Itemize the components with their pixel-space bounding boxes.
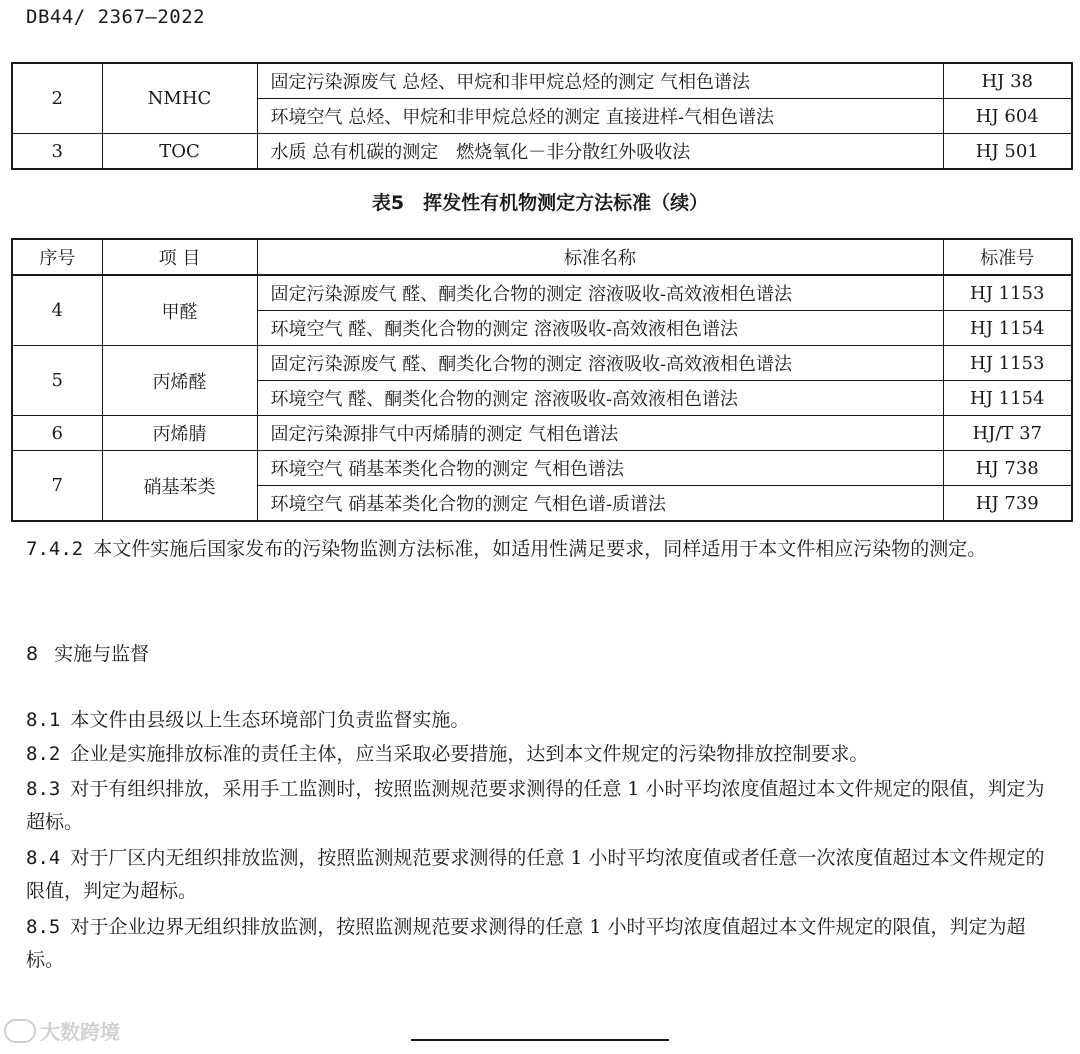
- standard-name: 固定污染源废气 醛、酮类化合物的测定 溶液吸收-高效液相色谱法: [257, 275, 943, 311]
- row-number: 2: [12, 63, 102, 134]
- standard-code: HJ 604: [943, 99, 1072, 134]
- clause-number: 8.5: [26, 916, 61, 938]
- standard-code: HJ 501: [943, 134, 1072, 170]
- standard-code: HJ 1153: [943, 346, 1072, 381]
- row-item: 甲醛: [102, 275, 257, 346]
- clause-8-4: [26, 842, 1061, 908]
- section-number: 8: [26, 643, 39, 665]
- row-number: 5: [12, 346, 102, 416]
- standard-name: 环境空气 硝基苯类化合物的测定 气相色谱-质谱法: [257, 486, 943, 522]
- standard-code: HJ 38: [943, 63, 1072, 99]
- standard-name: 固定污染源废气 醛、酮类化合物的测定 溶液吸收-高效液相色谱法: [257, 346, 943, 381]
- header-code: 标准号: [943, 239, 1072, 275]
- clause-text: 本文件由县级以上生态环境部门负责监督实施。: [70, 709, 470, 731]
- clause-number: 8.4: [26, 847, 61, 869]
- header-no: 序号: [12, 239, 102, 275]
- standard-name: 环境空气 醛、酮类化合物的测定 溶液吸收-高效液相色谱法: [257, 381, 943, 416]
- row-number: 7: [12, 451, 102, 522]
- header-item: 项 目: [102, 239, 257, 275]
- clause-number: 7.4.2: [26, 538, 84, 560]
- standard-code: HJ 739: [943, 486, 1072, 522]
- clause-text: 企业是实施排放标准的责任主体，应当采取必要措施，达到本文件规定的污染物排放控制要求。: [70, 743, 869, 765]
- row-number: 3: [12, 134, 102, 170]
- standard-name: 水质 总有机碳的测定 燃烧氧化－非分散红外吸收法: [257, 134, 943, 170]
- clause-8-2: [26, 738, 1061, 771]
- row-item: 丙烯腈: [102, 416, 257, 451]
- clause-text: 对于厂区内无组织排放监测，按照监测规范要求测得的任意 1 小时平均浓度值或者任意一次浓度值超过本文件规定的限值，判定为超标。: [26, 847, 1045, 902]
- header-name: 标准名称: [257, 239, 943, 275]
- section-title: 实施与监督: [54, 643, 150, 665]
- table-row: [12, 346, 1072, 381]
- row-item: 硝基苯类: [102, 451, 257, 522]
- document-id: DB44/ 2367—2022: [26, 6, 206, 28]
- table-row: [12, 416, 1072, 451]
- clause-text: 对于有组织排放，采用手工监测时，按照监测规范要求测得的任意 1 小时平均浓度值超过本文件规定的限值，判定为超标。: [26, 778, 1045, 833]
- table-caption: 表5 挥发性有机物测定方法标准（续）: [371, 192, 709, 214]
- clause-7-4-2: [26, 533, 1061, 566]
- standard-code: HJ 1154: [943, 381, 1072, 416]
- footer-rule: [411, 1039, 669, 1041]
- standard-code: HJ 1154: [943, 311, 1072, 346]
- clause-number: 8.3: [26, 778, 61, 800]
- standard-code: HJ 1153: [943, 275, 1072, 311]
- clause-number: 8.2: [26, 743, 61, 765]
- clause-number: 8.1: [26, 709, 61, 731]
- standard-name: 环境空气 醛、酮类化合物的测定 溶液吸收-高效液相色谱法: [257, 311, 943, 346]
- section-heading: [26, 639, 149, 666]
- standard-name: 环境空气 总烃、甲烷和非甲烷总烃的测定 直接进样-气相色谱法: [257, 99, 943, 134]
- standard-name: 环境空气 硝基苯类化合物的测定 气相色谱法: [257, 451, 943, 486]
- standard-code: HJ 738: [943, 451, 1072, 486]
- clause-8-5: [26, 911, 1061, 977]
- clause-8-1: [26, 704, 1061, 737]
- clause-text: 本文件实施后国家发布的污染物监测方法标准，如适用性满足要求，同样适用于本文件相应污染物的测定。: [93, 538, 987, 560]
- row-item: TOC: [102, 134, 257, 170]
- standard-name: 固定污染源废气 总烃、甲烷和非甲烷总烃的测定 气相色谱法: [257, 63, 943, 99]
- standards-table-main: [11, 238, 1073, 522]
- standard-code: HJ/T 37: [943, 416, 1072, 451]
- row-number: 6: [12, 416, 102, 451]
- clause-text: 对于企业边界无组织排放监测，按照监测规范要求测得的任意 1 小时平均浓度值超过本文件规定的限值，判定为超标。: [26, 916, 1026, 971]
- watermark: [4, 1016, 120, 1045]
- watermark-text: 大数跨境: [40, 1020, 120, 1044]
- table-row: [12, 275, 1072, 311]
- table-row: [12, 134, 1072, 170]
- row-item: 丙烯醛: [102, 346, 257, 416]
- row-number: 4: [12, 275, 102, 346]
- standards-table-continued-top: [11, 62, 1073, 170]
- row-item: NMHC: [102, 63, 257, 134]
- table-header-row: [12, 239, 1072, 275]
- standard-name: 固定污染源排气中丙烯腈的测定 气相色谱法: [257, 416, 943, 451]
- clause-8-3: [26, 773, 1061, 839]
- table-row: [12, 451, 1072, 486]
- watermark-logo-icon: [4, 1019, 36, 1043]
- table-row: [12, 63, 1072, 99]
